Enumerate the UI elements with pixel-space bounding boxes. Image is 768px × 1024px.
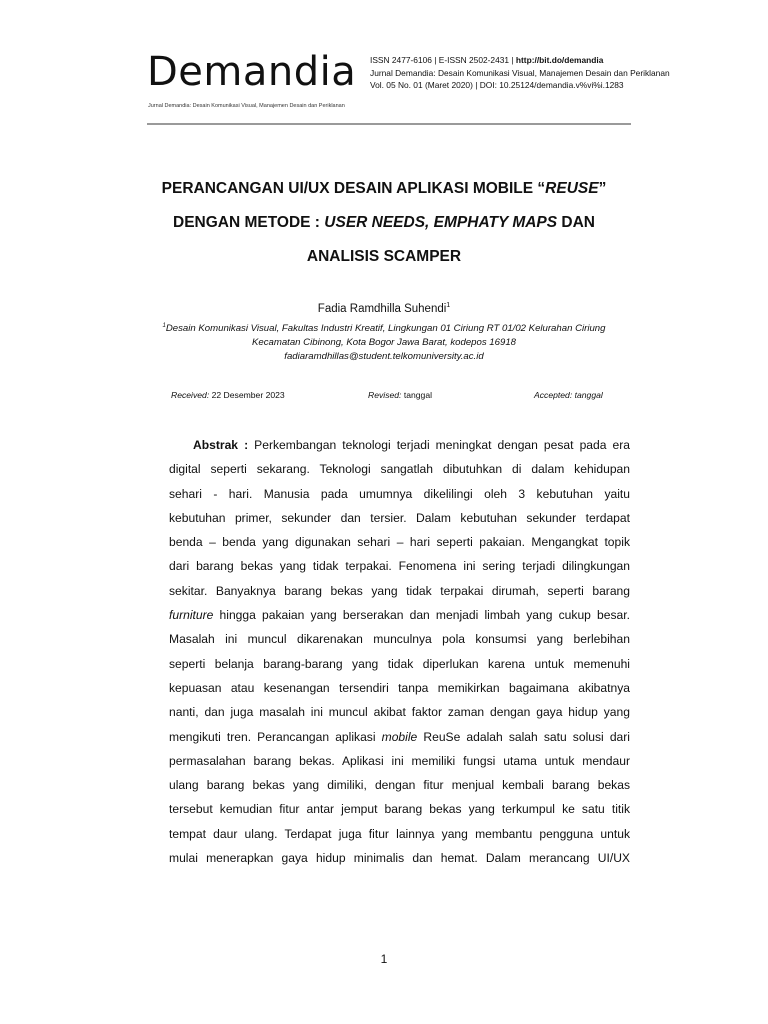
title-text: ” bbox=[598, 180, 607, 197]
abstract-body bbox=[169, 433, 630, 870]
abstract-emphasis: furniture bbox=[169, 608, 214, 623]
abstract-line: benda – benda yang digunakan sehari – hari seperti pakaian. Mengangkat topik bbox=[169, 535, 630, 550]
abstract-line: sehari - hari. Manusia pada umumnya dikelilingi oleh 3 kebutuhan yaitu bbox=[169, 486, 630, 501]
page-number: 1 bbox=[380, 952, 388, 966]
abstract-line: sekitar. Banyaknya barang bekas yang tidak terpakai dirumah, seperti barang bbox=[169, 583, 630, 598]
abstract-text: Perkembangan teknologi terjadi meningkat dengan pesat pada era bbox=[248, 438, 630, 452]
abstract-line: dari barang bekas yang tidak terpakai. Fenomena ini sering terjadi dilingkungan bbox=[169, 559, 630, 574]
journal-logo: Demandia bbox=[147, 49, 357, 95]
abstract-line: permasalahan barang bekas. Aplikasi ini memiliki fungsi utama untuk mendaur bbox=[169, 753, 630, 768]
revised-value: tanggal bbox=[401, 390, 433, 400]
author-name-text: Fadia Ramdhilla Suhendi bbox=[317, 302, 447, 315]
journal-name-line: Jurnal Demandia: Desain Komunikasi Visual, Manajemen Desain dan Periklanan bbox=[370, 67, 670, 78]
affiliation-line-1 bbox=[130, 319, 638, 336]
journal-link[interactable]: http://bit.do/demandia bbox=[515, 55, 604, 65]
revised-date bbox=[368, 390, 432, 400]
author-superscript: 1 bbox=[446, 302, 451, 309]
affiliation-text: Desain Komunikasi Visual, Fakultas Industri Kreatif, Lingkungan 01 Ciriung RT 01/02 Kelurahan Ciriung bbox=[165, 323, 606, 335]
abstract-line: kebutuhan primer, sekunder dan tersier. Dalam kebutuhan sekunder terdapat bbox=[169, 510, 630, 525]
abstract-line: mulai menerapkan gaya hidup minimalis dan hemat. Dalam merancang UI/UX bbox=[169, 851, 630, 866]
author-affiliation bbox=[130, 319, 638, 364]
received-value: 22 Desember 2023 bbox=[209, 390, 285, 400]
abstract-line bbox=[169, 433, 630, 457]
affiliation-superscript: 1 bbox=[162, 323, 166, 329]
abstract-line bbox=[169, 725, 630, 749]
issn-line bbox=[370, 54, 670, 67]
abstract-line: ulang barang bekas yang dimiliki, dengan fitur menjual kembali barang bekas bbox=[169, 778, 630, 793]
title-emphasis: USER NEEDS, EMPHATY MAPS bbox=[324, 214, 558, 231]
abstract-text: mengikuti tren. Perancangan aplikasi bbox=[169, 729, 382, 744]
header-divider bbox=[147, 123, 631, 125]
abstract-line: kepuasan atau kesenangan tersendiri tanpa memikirkan bagaimana akibatnya bbox=[169, 680, 630, 695]
abstract-line: Masalah ini muncul dikarenakan munculnya pola konsumsi yang berlebihan bbox=[169, 632, 630, 647]
abstract-line: seperti belanja barang-barang yang tidak diperlukan karena untuk memenuhi bbox=[169, 656, 630, 671]
abstract-line: tempat daur ulang. Terdapat juga fitur lainnya yang membantu pengguna untuk bbox=[169, 826, 630, 841]
author-name bbox=[0, 302, 768, 315]
affiliation-line-2: Kecamatan Cibinong, Kota Bogor Jawa Barat, kodepos 16918 bbox=[251, 337, 516, 349]
received-label: Received: bbox=[171, 390, 210, 400]
title-text: PERANCANGAN UI/UX DESAIN APLIKASI MOBILE “ bbox=[161, 180, 546, 197]
journal-meta bbox=[370, 54, 670, 92]
issn-text: ISSN 2477-6106 | E-ISSN 2502-2431 | bbox=[370, 55, 516, 65]
title-text: DENGAN METODE : bbox=[173, 214, 325, 231]
author-email[interactable]: fadiaramdhillas@student.telkomuniversity.ac.id bbox=[284, 351, 484, 363]
received-date bbox=[171, 390, 285, 400]
title-line-1 bbox=[100, 172, 668, 206]
abstract-label: Abstrak : bbox=[193, 438, 249, 452]
journal-subtitle: Jurnal Demandia: Desain Komunikasi Visual, Manajemen Desain dan Periklanan bbox=[148, 103, 345, 109]
abstract-text: hingga pakaian yang berserakan dan menjadi limbah yang cukup besar. bbox=[213, 608, 630, 623]
accepted-label: Accepted: tanggal bbox=[534, 390, 603, 400]
title-line-3: ANALISIS SCAMPER bbox=[306, 248, 462, 265]
revised-label: Revised: bbox=[368, 390, 402, 400]
title-text: DAN bbox=[557, 214, 595, 231]
title-emphasis: REUSE bbox=[545, 180, 599, 197]
abstract-text: ReuSe adalah salah satu solusi dari bbox=[417, 729, 630, 744]
abstract-line: tersebut kemudian fitur antar jemput barang bekas yang terkumpul ke satu titik bbox=[169, 802, 630, 817]
volume-doi-line: Vol. 05 No. 01 (Maret 2020) | DOI: 10.25124/demandia.v%vi%i.1283 bbox=[370, 80, 624, 90]
title-line-2 bbox=[100, 206, 668, 240]
abstract-line bbox=[169, 603, 630, 627]
accepted-date bbox=[534, 390, 603, 400]
abstract-emphasis: mobile bbox=[381, 729, 418, 744]
abstract-line: nanti, dan juga masalah ini muncul akibat faktor zaman dengan gaya hidup yang bbox=[169, 705, 630, 720]
paper-title bbox=[100, 172, 668, 274]
abstract-line: digital seperti sekarang. Teknologi sangatlah dibutuhkan di dalam kehidupan bbox=[169, 462, 630, 477]
